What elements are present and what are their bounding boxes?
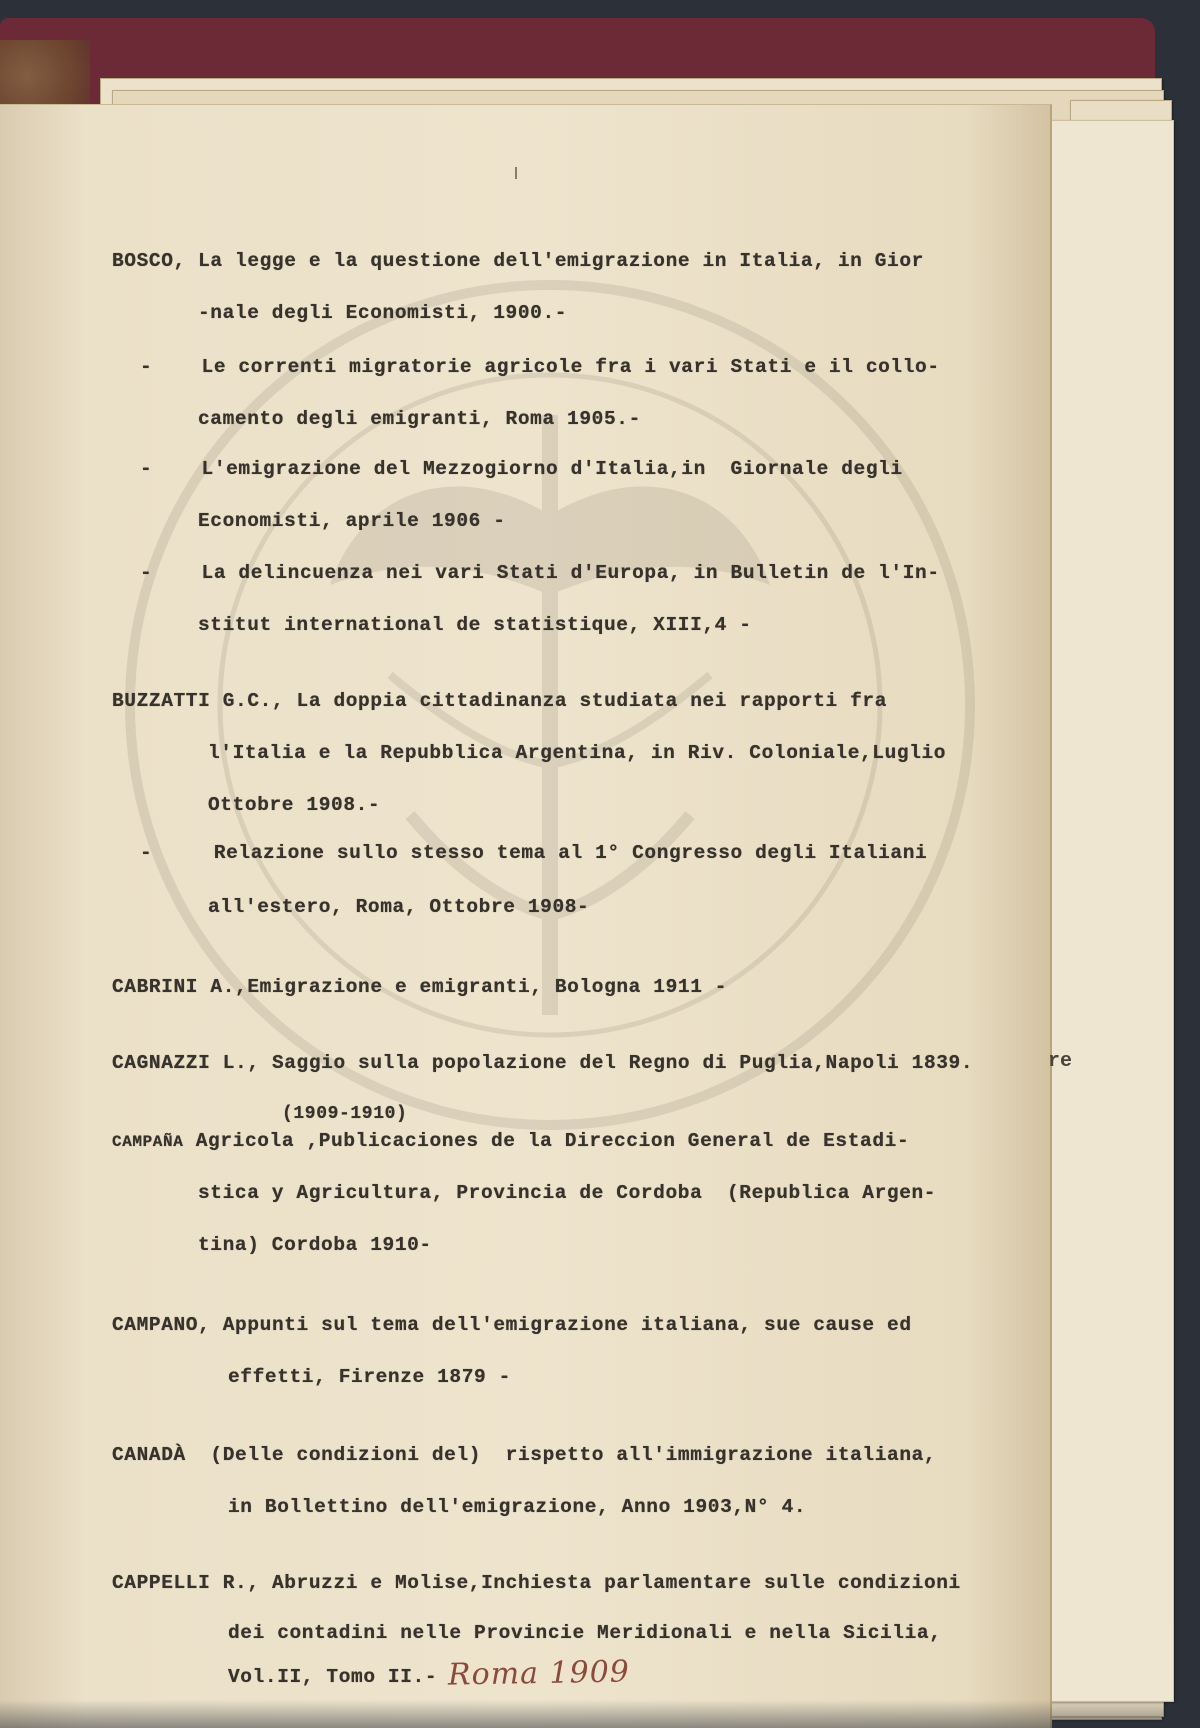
entry-cappelli xyxy=(112,1572,961,1594)
entry-author: - xyxy=(140,356,153,378)
entry-line: L'emigrazione del Mezzogiorno d'Italia,in Giornale degli xyxy=(201,458,903,480)
entry-line: Agricola ,Publicaciones de la Direccion General de Estadi- xyxy=(195,1130,910,1152)
entry-canada xyxy=(112,1444,936,1466)
entry-bosco-2 xyxy=(140,356,940,378)
entry-line: Relazione sullo stesso tema al 1° Congresso degli Italiani xyxy=(213,842,928,864)
entry-line: all'estero, Roma, Ottobre 1908- xyxy=(208,896,590,918)
margin-note: re xyxy=(1048,1050,1073,1073)
entry-line: camento degli emigranti, Roma 1905.- xyxy=(198,408,641,430)
entry-author: CABRINI A., xyxy=(112,976,248,998)
entry-author: BUZZATTI G.C., xyxy=(112,690,285,712)
protruding-sheet xyxy=(1032,120,1174,1702)
entry-line: La doppia cittadinanza studiata nei rapporti fra xyxy=(296,690,888,712)
entry-line: Ottobre 1908.- xyxy=(208,794,381,816)
entry-line: tina) Cordoba 1910- xyxy=(198,1234,432,1256)
entry-bosco-4 xyxy=(140,562,940,584)
entry-cagnazzi xyxy=(112,1052,973,1074)
entry-author: CAPPELLI R., xyxy=(112,1572,260,1594)
entry-author: CAMPAÑA xyxy=(112,1133,184,1151)
entry-author: CAGNAZZI L., xyxy=(112,1052,260,1074)
entry-line: (Delle condizioni del) rispetto all'immigrazione italiana, xyxy=(210,1444,937,1466)
entry-author: CAMPANO, xyxy=(112,1314,211,1336)
entry-line: l'Italia e la Repubblica Argentina, in Riv. Coloniale,Luglio xyxy=(208,742,947,764)
entry-campana xyxy=(112,1130,909,1152)
entry-bosco xyxy=(112,250,924,272)
handwritten-note: Roma 1909 xyxy=(447,1654,631,1693)
entry-line: in Bollettino dell'emigrazione, Anno 1903,N° 4. xyxy=(228,1496,807,1518)
entry-line: La legge e la questione dell'emigrazione in Italia, in Gior xyxy=(198,250,924,272)
entry-line: Economisti, aprile 1906 - xyxy=(198,510,506,532)
entry-cabrini xyxy=(112,976,727,998)
entry-author: CANADÀ xyxy=(112,1444,186,1466)
bottom-shadow xyxy=(0,1700,1200,1728)
entry-line: Saggio sulla popolazione del Regno di Puglia,Napoli 1839. xyxy=(271,1052,974,1074)
entry-campano xyxy=(112,1314,912,1336)
entry-buzzatti-2 xyxy=(140,842,927,864)
entry-line-insert: (1909-1910) xyxy=(282,1104,408,1124)
entry-line: Appunti sul tema dell'emigrazione italiana, sue cause ed xyxy=(222,1314,912,1336)
entry-line: stica y Agricultura, Provincia de Cordoba (Republica Argen- xyxy=(198,1182,937,1204)
ink-tick-mark xyxy=(515,167,517,179)
entry-author: - xyxy=(140,458,153,480)
entry-author: BOSCO, xyxy=(112,250,186,272)
entry-line: stitut international de statistique, XIII,4 - xyxy=(198,614,752,636)
entry-line: -nale degli Economisti, 1900.- xyxy=(198,302,568,324)
entry-line: La delincuenza nei vari Stati d'Europa, in Bulletin de l'In- xyxy=(201,562,940,584)
entry-author: - xyxy=(140,842,153,864)
entry-line: Le correnti migratorie agricole fra i vari Stati e il collo- xyxy=(201,356,940,378)
entry-line: dei contadini nelle Provincie Meridionali e nella Sicilia, xyxy=(228,1622,942,1644)
entry-author: - xyxy=(140,562,153,584)
entry-line: Abruzzi e Molise,Inchiesta parlamentare sulle condizioni xyxy=(271,1572,961,1594)
entry-buzzatti xyxy=(112,690,887,712)
entry-line: effetti, Firenze 1879 - xyxy=(228,1366,511,1388)
entry-line: Emigrazione e emigranti, Bologna 1911 - xyxy=(247,976,728,998)
entry-line: Vol.II, Tomo II.- xyxy=(228,1666,438,1688)
entry-bosco-3 xyxy=(140,458,903,480)
